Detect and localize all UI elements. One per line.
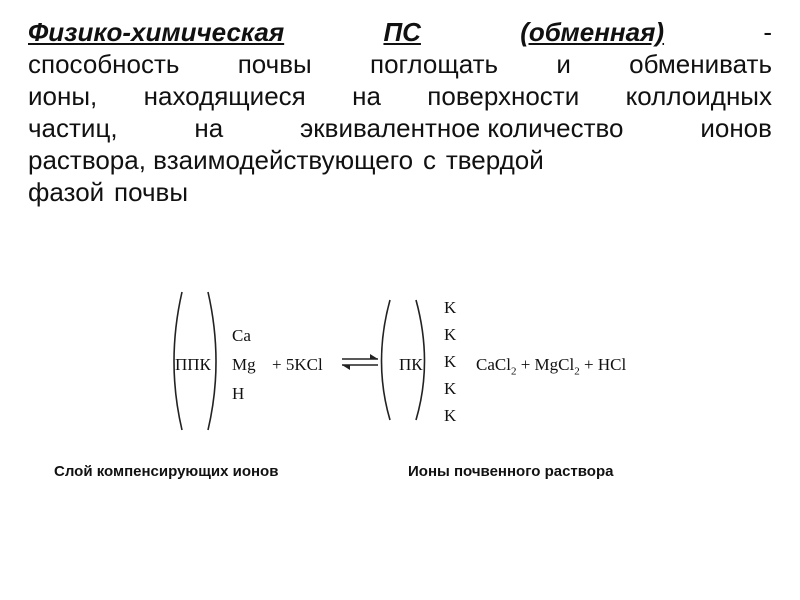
term-exchange: (обменная): [520, 17, 665, 47]
product-mgcl2: MgCl$_2$: [534, 355, 580, 378]
products: [476, 356, 626, 377]
word: почвы: [237, 49, 312, 79]
right-paren-open: [382, 300, 391, 420]
word: эквивалентное количество: [300, 113, 624, 143]
word: частиц,: [28, 113, 118, 143]
word: ионов: [700, 113, 772, 143]
right-ion-k-1: K: [444, 298, 457, 317]
forward-arrow-head: [370, 354, 378, 359]
right-ion-k-4: K: [444, 379, 457, 398]
word: на: [194, 113, 224, 143]
left-ion-mg: Mg: [232, 355, 256, 374]
term-ps: ПС: [383, 17, 421, 47]
reagent-kcl: + 5KCl: [272, 355, 323, 374]
word: ионы,: [28, 81, 98, 111]
left-ion-h: H: [232, 384, 245, 403]
plus-sign: +: [583, 355, 594, 374]
word: фазой: [28, 177, 105, 207]
word: на: [352, 81, 381, 111]
left-complex-label: ППК: [175, 355, 211, 374]
product-hcl: HCl: [597, 355, 627, 374]
word: и: [556, 49, 571, 79]
word: почвы: [114, 177, 189, 207]
plus-sign: +: [520, 355, 531, 374]
word: коллоидных: [625, 81, 772, 111]
reverse-arrow-head: [342, 365, 350, 370]
right-complex-label: ПК: [399, 355, 423, 374]
right-ion-k-3: K: [444, 352, 457, 371]
right-ion-k-5: K: [444, 406, 457, 425]
dash: -: [763, 17, 772, 47]
word: находящиеся: [143, 81, 306, 111]
left-ion-ca: Ca: [232, 326, 251, 345]
word: твердой: [445, 145, 544, 175]
word: поверхности: [427, 81, 580, 111]
product-cacl2: CaCl$_2$: [476, 355, 517, 378]
word: обменивать: [629, 49, 772, 79]
word: с: [422, 145, 436, 175]
word: способность: [28, 49, 180, 79]
caption-compensating-ions: Слой компенсирующих ионов: [54, 463, 279, 480]
word: раствора, взаимодействующего: [28, 145, 414, 175]
caption-soil-solution-ions: Ионы почвенного раствора: [408, 463, 614, 480]
word: поглощать: [369, 49, 499, 79]
right-ion-k-2: K: [444, 325, 457, 344]
term-physico-chemical: Физико-химическая: [28, 17, 285, 47]
